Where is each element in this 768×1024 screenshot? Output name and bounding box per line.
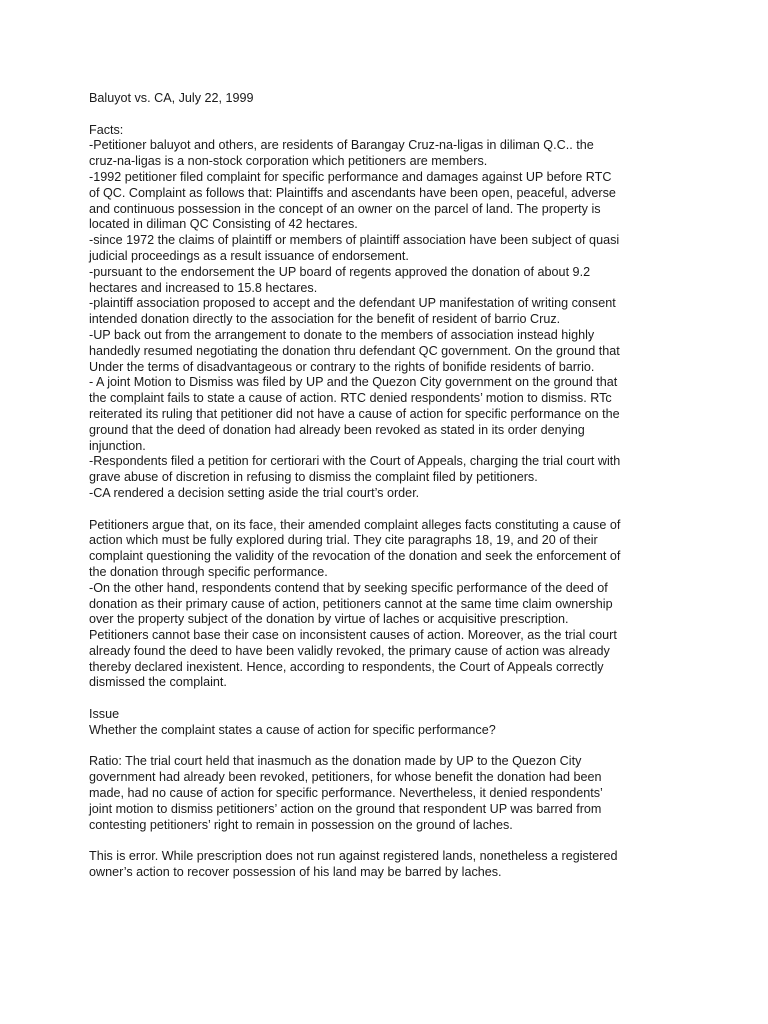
text-line: handedly resumed negotiating the donation thru defendant QC government. On the ground that	[89, 343, 620, 358]
text-line: judicial proceedings as a result issuance of endorsement.	[89, 248, 409, 263]
text-line: -On the other hand, respondents contend that by seeking specific performance of the deed of	[89, 580, 608, 595]
text-line: injunction.	[89, 438, 146, 453]
spacer	[89, 691, 679, 707]
document-title: Baluyot vs. CA, July 22, 1999	[89, 91, 254, 105]
text-line: joint motion to dismiss petitioners’ action on the ground that respondent UP was barred from	[89, 801, 602, 816]
text-line: - A joint Motion to Dismiss was filed by UP and the Quezon City government on the ground that	[89, 375, 618, 390]
text-line: This is error. While prescription does not run against registered lands, nonetheless a registered	[89, 849, 618, 864]
issue-text: Whether the complaint states a cause of action for specific performance?	[89, 722, 496, 737]
spacer	[89, 502, 679, 518]
text-line: over the property subject of the donation by virtue of laches or acquisitive prescription.	[89, 612, 569, 627]
text-line: action which must be fully explored during trial. They cite paragraphs 18, 19, and 20 of their	[89, 533, 598, 548]
text-line: the donation through specific performance.	[89, 564, 328, 579]
text-line: located in diliman QC Consisting of 42 hectares.	[89, 217, 358, 232]
text-line: Ratio: The trial court held that inasmuch as the donation made by UP to the Quezon City	[89, 754, 582, 769]
spacer	[89, 833, 679, 849]
text-line: -since 1972 the claims of plaintiff or members of plaintiff association have been subject of quasi	[89, 233, 620, 248]
text-line: dismissed the complaint.	[89, 675, 227, 690]
text-line: the complaint fails to state a cause of action. RTC denied respondents’ motion to dismiss. RTc	[89, 391, 612, 406]
text-line: Petitioners cannot base their case on inconsistent causes of action. Moreover, as the trial court	[89, 628, 617, 643]
text-line: Petitioners argue that, on its face, their amended complaint alleges facts constituting a cause of	[89, 517, 621, 532]
text-line: -CA rendered a decision setting aside the trial court’s order.	[89, 485, 420, 500]
text-line: made, had no cause of action for specific performance. Nevertheless, it denied respondents’	[89, 786, 603, 801]
spacer	[89, 107, 679, 123]
facts-section	[89, 138, 679, 501]
arguments-section	[89, 518, 679, 692]
text-line: grave abuse of discretion in refusing to dismiss the complaint filed by petitioners.	[89, 470, 538, 485]
text-line: -Respondents filed a petition for certiorari with the Court of Appeals, charging the trial court with	[89, 454, 621, 469]
text-line: of QC. Complaint as follows that: Plaintiffs and ascendants have been open, peaceful, adverse	[89, 185, 616, 200]
text-line: owner’s action to recover possession of his land may be barred by laches.	[89, 865, 502, 880]
text-line: ground that the deed of donation had already been revoked as stated in its order denying	[89, 422, 585, 437]
text-line: -plaintiff association proposed to accept and the defendant UP manifestation of writing consent	[89, 296, 616, 311]
text-line: -UP back out from the arrangement to donate to the members of association instead highly	[89, 327, 595, 342]
text-line: contesting petitioners’ right to remain in possession on the ground of laches.	[89, 817, 513, 832]
text-line: reiterated its ruling that petitioner did not have a cause of action for specific performance on the	[89, 406, 620, 421]
text-line: hectares and increased to 15.8 hectares.	[89, 280, 318, 295]
document-page	[89, 91, 679, 881]
text-line: donation as their primary cause of action, petitioners cannot at the same time claim ownership	[89, 596, 613, 611]
text-line: government had already been revoked, petitioners, for whose benefit the donation had been	[89, 770, 602, 785]
issue-heading: Issue	[89, 707, 120, 722]
text-line: -Petitioner baluyot and others, are residents of Barangay Cruz-na-ligas in diliman Q.C.. the	[89, 138, 594, 153]
ratio-section	[89, 754, 679, 833]
facts-heading: Facts:	[89, 122, 124, 137]
text-line: Under the terms of disadvantageous or contrary to the rights of bonifide residents of barrio.	[89, 359, 595, 374]
text-line: -pursuant to the endorsement the UP board of regents approved the donation of about 9.2	[89, 264, 591, 279]
text-line: and continuous possession in the concept of an owner on the parcel of land. The property is	[89, 201, 601, 216]
text-line: already found the deed to have been validly revoked, the primary cause of action was already	[89, 643, 610, 658]
spacer	[89, 739, 679, 755]
text-line: complaint questioning the validity of the revocation of the donation and seek the enforcement of	[89, 549, 621, 564]
text-line: cruz-na-ligas is a non-stock corporation which petitioners are members.	[89, 154, 488, 169]
error-section	[89, 849, 679, 881]
text-line: thereby declared inexistent. Hence, according to respondents, the Court of Appeals correctly	[89, 659, 604, 674]
text-line: -1992 petitioner filed complaint for specific performance and damages against UP before RTC	[89, 169, 612, 184]
text-line: intended donation directly to the association for the benefit of resident of barrio Cruz.	[89, 312, 561, 327]
